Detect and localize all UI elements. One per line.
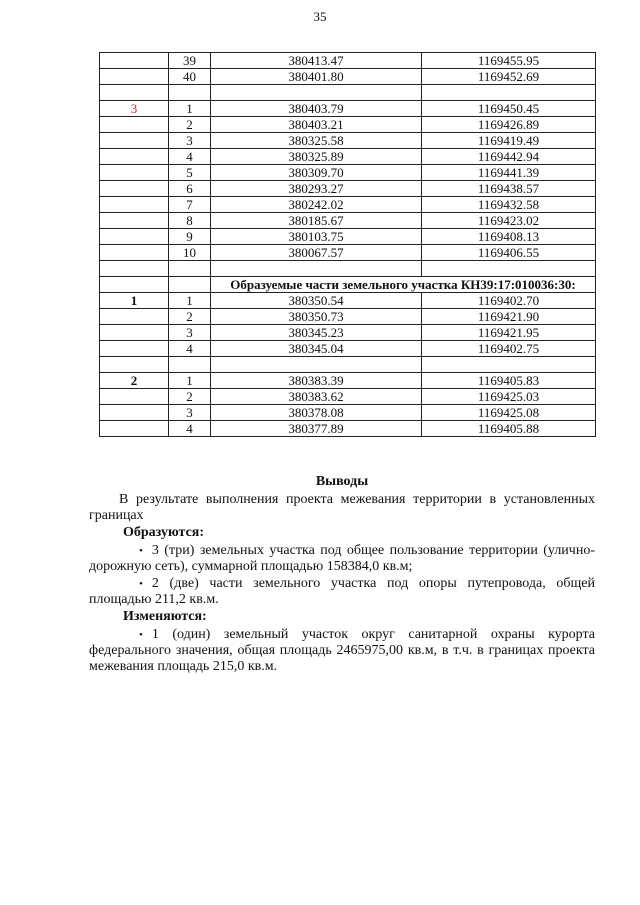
formed-item <box>89 543 595 575</box>
bullet-icon: • <box>139 578 143 590</box>
point-cell: 8 <box>169 213 211 229</box>
section-cell: 3 <box>100 101 169 117</box>
x-cell: 380325.58 <box>211 133 422 149</box>
section-cell <box>100 117 169 133</box>
y-cell: 1169425.08 <box>422 405 596 421</box>
x-cell: 380345.04 <box>211 341 422 357</box>
y-cell: 1169421.90 <box>422 309 596 325</box>
changed-item <box>89 627 595 675</box>
y-cell: 1169426.89 <box>422 117 596 133</box>
x-cell: 380403.79 <box>211 101 422 117</box>
y-cell: 1169421.95 <box>422 325 596 341</box>
y-cell: 1169450.45 <box>422 101 596 117</box>
x-cell: 380067.57 <box>211 245 422 261</box>
section-cell <box>100 245 169 261</box>
point-cell: 3 <box>169 405 211 421</box>
y-cell: 1169452.69 <box>422 69 596 85</box>
section-cell <box>100 133 169 149</box>
point-cell <box>169 261 211 277</box>
table-row <box>100 53 596 69</box>
x-cell: 380383.39 <box>211 373 422 389</box>
x-cell: 380413.47 <box>211 53 422 69</box>
table-heading-row <box>100 277 596 293</box>
table-row <box>100 101 596 117</box>
x-cell: 380403.21 <box>211 117 422 133</box>
x-cell: 380185.67 <box>211 213 422 229</box>
y-cell: 1169405.83 <box>422 373 596 389</box>
section-cell <box>100 165 169 181</box>
section-cell <box>100 85 169 101</box>
table-row <box>100 325 596 341</box>
y-cell <box>422 357 596 373</box>
point-cell: 6 <box>169 181 211 197</box>
table-row <box>100 293 596 309</box>
y-cell: 1169402.75 <box>422 341 596 357</box>
section-cell <box>100 325 169 341</box>
table-row <box>100 197 596 213</box>
y-cell: 1169402.70 <box>422 293 596 309</box>
section-cell <box>100 405 169 421</box>
x-cell: 380325.89 <box>211 149 422 165</box>
table-blank-row <box>100 261 596 277</box>
point-cell: 4 <box>169 149 211 165</box>
section-cell <box>100 181 169 197</box>
conclusions-intro: В результате выполнения проекта межевания территории в установленных границах <box>89 492 595 523</box>
table-heading: Образуемые части земельного участка КН39:17:010036:30: <box>211 277 596 293</box>
point-cell: 10 <box>169 245 211 261</box>
formed-item <box>89 576 595 608</box>
y-cell: 1169432.58 <box>422 197 596 213</box>
formed-label: Образуются: <box>123 525 205 540</box>
section-cell <box>100 357 169 373</box>
point-cell: 39 <box>169 53 211 69</box>
section-cell <box>100 149 169 165</box>
table-row <box>100 165 596 181</box>
point-cell: 40 <box>169 69 211 85</box>
point-cell: 3 <box>169 325 211 341</box>
table-blank-row <box>100 357 596 373</box>
y-cell: 1169405.88 <box>422 421 596 437</box>
point-cell: 2 <box>169 309 211 325</box>
y-cell: 1169425.03 <box>422 389 596 405</box>
y-cell: 1169419.49 <box>422 133 596 149</box>
bullet-icon: • <box>139 629 143 641</box>
y-cell: 1169423.02 <box>422 213 596 229</box>
x-cell: 380103.75 <box>211 229 422 245</box>
section-cell <box>100 421 169 437</box>
y-cell: 1169438.57 <box>422 181 596 197</box>
x-cell: 380345.23 <box>211 325 422 341</box>
section-cell <box>100 53 169 69</box>
x-cell: 380242.02 <box>211 197 422 213</box>
section-cell <box>100 277 169 293</box>
y-cell: 1169442.94 <box>422 149 596 165</box>
table-row <box>100 245 596 261</box>
section-cell <box>100 197 169 213</box>
x-cell: 380350.54 <box>211 293 422 309</box>
y-cell: 1169406.55 <box>422 245 596 261</box>
y-cell: 1169441.39 <box>422 165 596 181</box>
point-cell: 7 <box>169 197 211 213</box>
section-cell <box>100 229 169 245</box>
table-row <box>100 229 596 245</box>
changed-item-text: 1 (один) земельный участок округ санитарной охраны курорта федерального значения, общая площадь 2465975,00 кв.м, в т.ч. в границах проекта межевания площадь 215,0 кв.м. <box>89 627 595 674</box>
table-row <box>100 117 596 133</box>
point-cell: 4 <box>169 421 211 437</box>
point-cell: 2 <box>169 117 211 133</box>
x-cell: 380383.62 <box>211 389 422 405</box>
section-cell <box>100 389 169 405</box>
page-number: 35 <box>313 9 327 24</box>
conclusions-title: Выводы <box>315 474 369 489</box>
point-cell: 2 <box>169 389 211 405</box>
section-cell <box>100 213 169 229</box>
y-cell <box>422 85 596 101</box>
x-cell: 380293.27 <box>211 181 422 197</box>
x-cell: 380377.89 <box>211 421 422 437</box>
point-cell: 1 <box>169 373 211 389</box>
changed-label: Изменяются: <box>123 609 207 624</box>
point-cell <box>169 277 211 293</box>
table-row <box>100 389 596 405</box>
x-cell: 380378.08 <box>211 405 422 421</box>
y-cell: 1169455.95 <box>422 53 596 69</box>
section-cell <box>100 309 169 325</box>
point-cell: 5 <box>169 165 211 181</box>
table-row <box>100 181 596 197</box>
x-cell: 380309.70 <box>211 165 422 181</box>
table-row <box>100 341 596 357</box>
x-cell: 380401.80 <box>211 69 422 85</box>
section-cell <box>100 341 169 357</box>
section-cell: 2 <box>100 373 169 389</box>
x-cell <box>211 261 422 277</box>
formed-item-text: 2 (две) части земельного участка под опоры путепровода, общей площадью 211,2 кв.м. <box>89 576 595 607</box>
point-cell: 3 <box>169 133 211 149</box>
y-cell <box>422 261 596 277</box>
section-cell <box>100 261 169 277</box>
x-cell <box>211 85 422 101</box>
coordinates-table <box>99 52 596 437</box>
point-cell <box>169 357 211 373</box>
y-cell: 1169408.13 <box>422 229 596 245</box>
conclusions-section <box>89 474 595 676</box>
table-row <box>100 373 596 389</box>
table-row <box>100 213 596 229</box>
point-cell: 9 <box>169 229 211 245</box>
point-cell: 1 <box>169 101 211 117</box>
bullet-icon: • <box>139 545 143 557</box>
table-row <box>100 405 596 421</box>
table-row <box>100 133 596 149</box>
section-cell <box>100 69 169 85</box>
x-cell: 380350.73 <box>211 309 422 325</box>
x-cell <box>211 357 422 373</box>
point-cell <box>169 85 211 101</box>
table-row <box>100 421 596 437</box>
point-cell: 1 <box>169 293 211 309</box>
formed-item-text: 3 (три) земельных участка под общее пользование территории (улично-дорожную сеть), суммарной площадью 158384,0 кв.м; <box>89 543 595 574</box>
table-blank-row <box>100 85 596 101</box>
coordinates-table-body <box>100 53 596 437</box>
table-row <box>100 309 596 325</box>
table-row <box>100 69 596 85</box>
point-cell: 4 <box>169 341 211 357</box>
table-row <box>100 149 596 165</box>
section-cell: 1 <box>100 293 169 309</box>
